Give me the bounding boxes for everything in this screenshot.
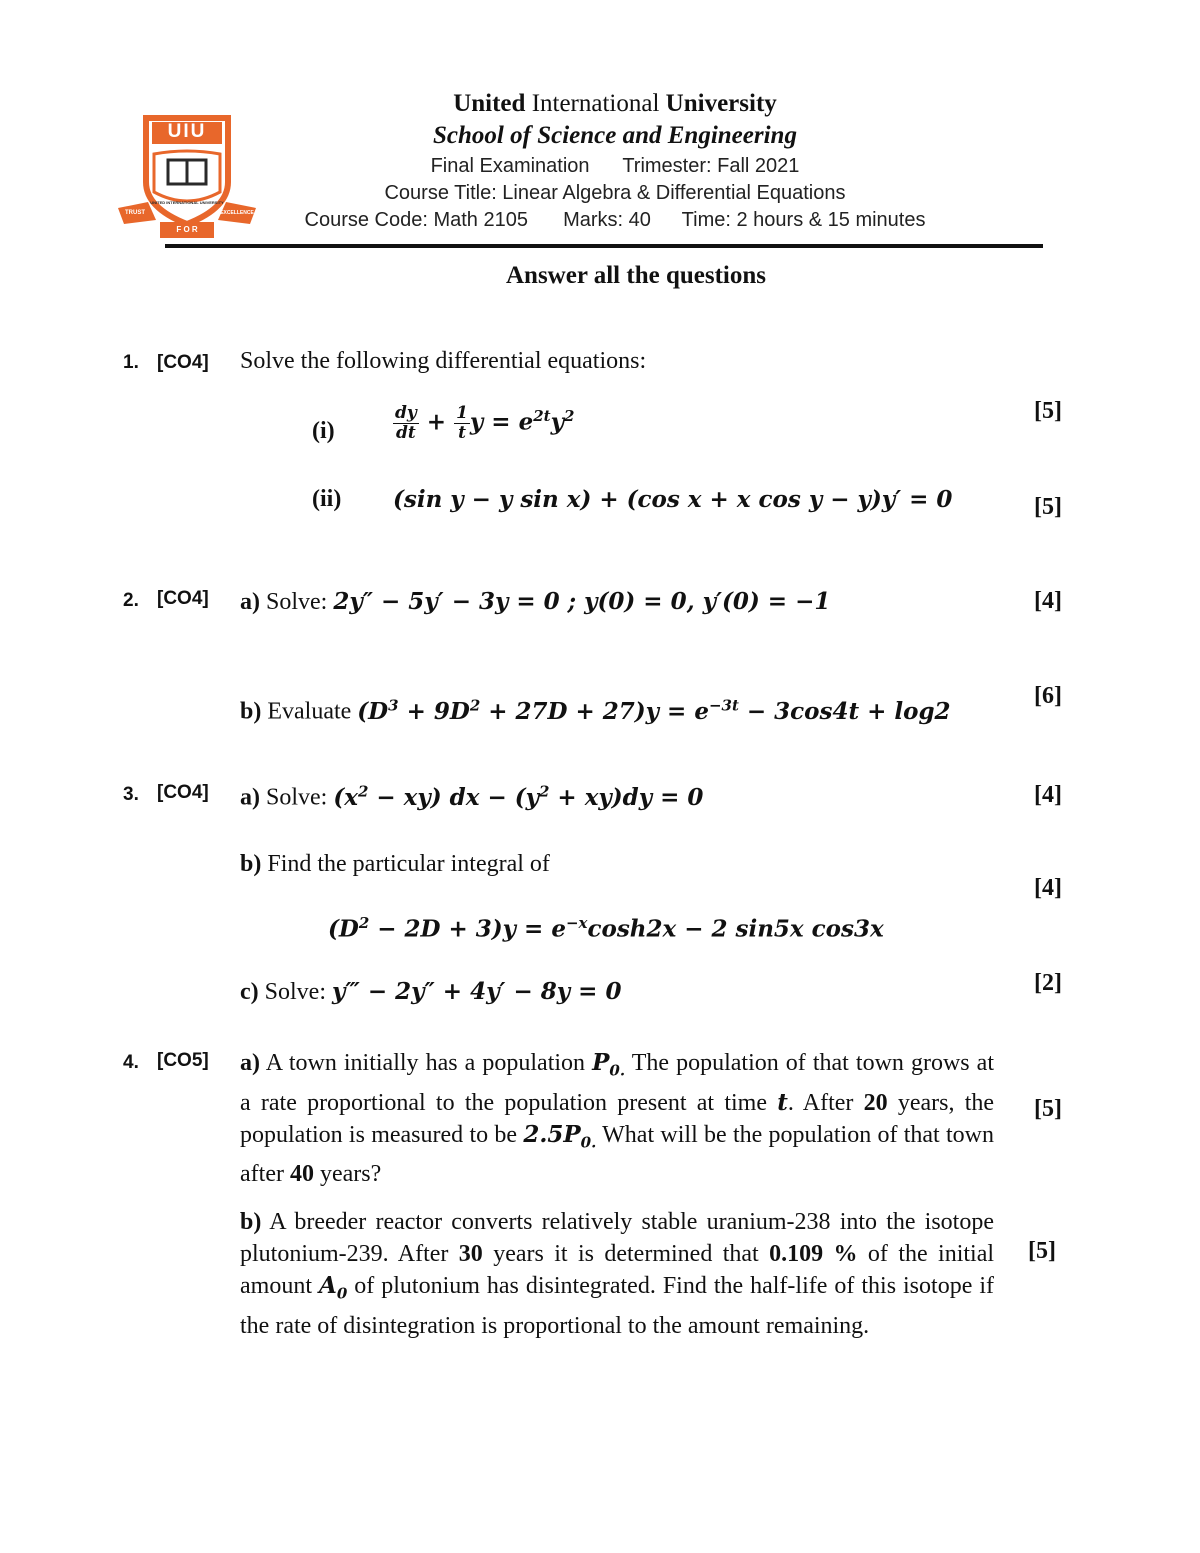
q1-i-fraction2-num: 1 [456,403,468,423]
q4-b-30: 30 [458,1241,483,1267]
school-name: School of Science and Engineering [433,122,797,149]
q2-b-e1: 3 [388,696,399,714]
exam-name: Final Examination [430,155,590,177]
univ-name-part2: International [531,90,660,117]
q4-b-marks: [5] [1028,1238,1056,1264]
q4-a-text2: The population of that town grows at a rate proportional to the population present at time [240,1050,995,1116]
q2-number: 2. [123,590,139,611]
q2-b-e2: 2 [469,696,481,714]
univ-name-part3: University [665,90,777,117]
q1-i-fraction2-den: t [458,423,466,443]
q3-c-word: Solve: [264,979,326,1005]
q3-b-eq1: (D [328,915,359,943]
q4-a-text5: What will be the population of that town after [240,1121,994,1188]
q4-a-p0 [592,1049,626,1080]
q4-b-label: b) [240,1209,262,1235]
university-name [300,90,930,118]
q3-c-label: c) [240,979,259,1005]
q4-a-text3: . After [787,1089,854,1116]
q2-a-word: Solve: [266,589,328,615]
q1-ii-label: (ii) [312,486,342,512]
q3-a-e1: 2 [357,782,369,800]
q4-b-A: A [318,1272,337,1299]
q4-b-text3: of the initial amount [240,1241,995,1299]
q1-ii-marks: [5] [1034,494,1062,520]
logo-ribbon-right: EXCELLENCE [220,210,254,216]
q1-i-plus: + [426,408,447,436]
q2-b-eq4: − 3cos4t + log2 [738,697,951,725]
q3-b-text: Find the particular integral of [267,851,550,877]
q4-b-text2: years it is determined that [493,1241,759,1267]
q1-i-fraction-dydt [393,404,419,443]
q4-b-sub: 0 [336,1284,348,1303]
q4-a-t: t [777,1088,788,1116]
q4-a-text1: A town initially has a population [265,1050,586,1076]
q2-b-line [240,696,951,726]
q3-c-line [240,978,621,1006]
q4-a-sub2: 0. [580,1133,597,1152]
course-title: Course Title: Linear Algebra & Differential Equations [384,182,846,204]
q1-i-label: (i) [312,418,335,444]
q1-i-fraction-den: dt [396,423,416,443]
q1-i-equation [393,404,574,443]
q4-a-text6: years? [319,1161,382,1188]
q3-number: 3. [123,784,139,805]
logo-ring-text: UNITED INTERNATIONAL UNIVERSITY [150,200,224,205]
q3-a-e2: 2 [538,782,550,800]
q3-b-label: b) [240,851,262,877]
q3-b-eq2: − 2D + 3)y = e [369,915,566,943]
q4-b-text1: A breeder reactor converts relatively stable uranium-238 into the isotope plutonium-239. After [240,1209,995,1267]
q4-a-25: 2.5P [523,1120,581,1148]
q2-b-word: Evaluate [267,698,352,725]
q1-i-fraction-num: dy [395,403,417,423]
q4-b-paragraph [240,1206,994,1342]
q4-a-20: 20 [863,1089,888,1116]
q2-b-eq1: (D [357,697,389,725]
q4-a-text4: years, the population is measured to be [240,1089,995,1148]
q4-a-marks: [5] [1034,1096,1062,1122]
total-marks: Marks: 40 [563,209,651,231]
q1-i-rest: y = e [469,408,534,436]
q4-a-25p0 [523,1120,597,1152]
q1-ii-equation: (sin y − y sin x) + (cos x + x cos y − y)y′ = 0 [393,486,953,513]
q2-co: [CO4] [157,588,209,609]
q1-number: 1. [123,352,139,373]
header-rule [165,244,1043,248]
logo-text: UIU [167,121,207,142]
exam-line [300,155,930,178]
q4-b-a0 [318,1272,348,1303]
q1-text: Solve the following differential equations: [240,348,647,374]
q4-a-paragraph [240,1047,994,1190]
q3-a-label: a) [240,784,260,811]
q1-i-fraction-1t [454,404,470,443]
q4-number: 4. [123,1052,139,1073]
q3-b-line [240,851,550,878]
q3-a-eq1: (x [333,783,358,811]
q3-c-marks: [2] [1034,970,1062,996]
q4-b-text4: of plutonium has disintegrated. Find the half-life of this isotope if the rate of disintegration is proportional to the amount remaining. [240,1273,994,1339]
q3-co: [CO4] [157,782,209,803]
q1-i-exp2: 2 [563,406,575,425]
q3-b-e1: 2 [358,914,370,932]
q4-a-40: 40 [289,1161,314,1188]
q2-b-e3: −3t [708,696,739,714]
q4-b-percent: 0.109 % [769,1241,858,1267]
q2-a-label: a) [240,589,260,615]
q4-a-label: a) [240,1050,260,1076]
q4-a-P: P [592,1049,610,1076]
exam-time: Time: 2 hours & 15 minutes [681,209,926,231]
q4-a-sub: 0. [609,1061,626,1080]
q2-a-equation: 2y″ − 5y′ − 3y = 0 ; y(0) = 0, y′(0) = −1 [333,588,831,615]
q3-a-eq3: + xy)dy = 0 [549,783,704,811]
q2-a-marks: [4] [1034,588,1062,614]
q3-b-e2: −x [565,914,588,932]
q2-b-label: b) [240,698,262,725]
q1-i-marks: [5] [1034,398,1062,424]
q2-b-marks: [6] [1034,683,1062,709]
q1-i-y: y [550,408,564,436]
trimester: Trimester: Fall 2021 [622,155,800,177]
q1-co: [CO4] [157,352,209,373]
q2-b-eq2: + 9D [398,697,470,725]
course-code: Course Code: Math 2105 [304,209,528,231]
q3-a-eq2: − xy) dx − (y [368,783,539,811]
instruction: Answer all the questions [506,262,766,289]
logo-ribbon-bottom: F O R [176,225,198,234]
q3-b-equation [328,914,884,943]
q3-a-word: Solve: [266,784,328,811]
course-info-line [230,209,1000,232]
q1-i-exp: 2t [533,406,551,425]
q3-a-marks: [4] [1034,782,1062,808]
q3-a-equation [333,784,703,811]
q3-a-line [240,782,703,812]
univ-name-part1: United [453,90,526,117]
q3-b-eq3: cosh2x − 2 sin5x cos3x [587,915,884,943]
q2-a-line [240,588,830,616]
q4-co: [CO5] [157,1050,209,1071]
logo-ribbon-left: TRUST [125,210,145,216]
q2-b-eq3: + 27D + 27)y = e [480,697,709,725]
q3-b-marks: [4] [1034,875,1062,901]
q2-b-equation [357,698,950,725]
q3-c-equation: y‴ − 2y″ + 4y′ − 8y = 0 [332,978,622,1005]
